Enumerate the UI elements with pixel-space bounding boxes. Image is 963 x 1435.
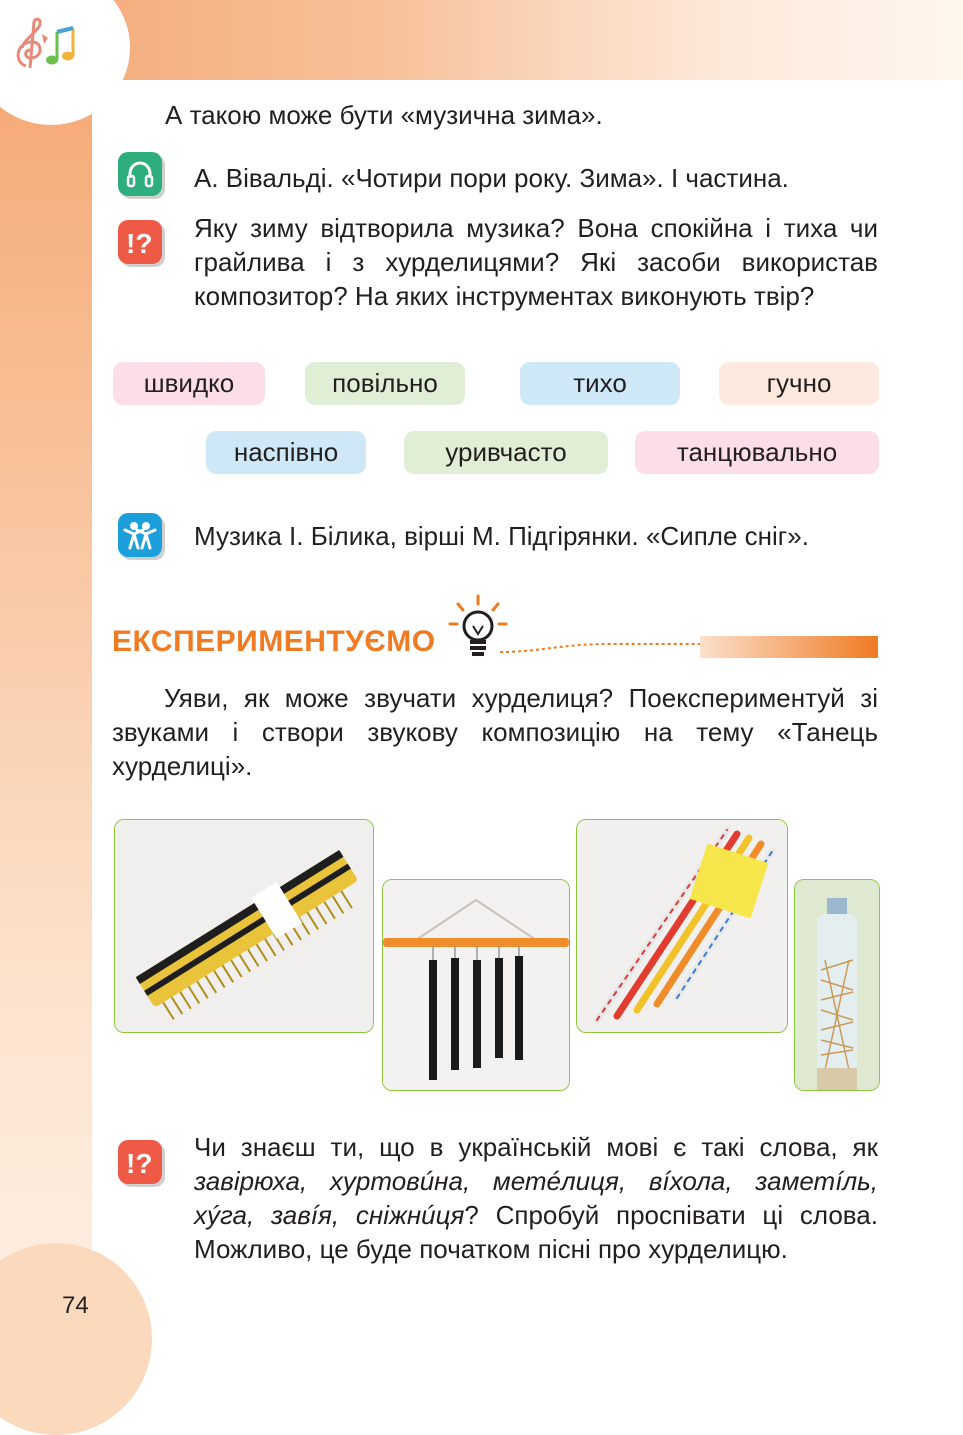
experiment-text: Уяви, як може звучати хурделиця? Поекспериментуй зі звуками і створи звукову композицію на тему «Танець хурделиці». — [112, 683, 878, 781]
chip-naspivno: наспівно — [206, 431, 366, 474]
singing-badge — [118, 513, 162, 557]
experiment-title: ЕКСПЕРИМЕНТУЄМО — [112, 625, 436, 658]
question-badge-1 — [118, 220, 162, 264]
top-decorative-band — [0, 0, 963, 80]
chip-huchno: гучно — [719, 362, 879, 405]
question2-text — [194, 1130, 878, 1266]
chip-povilno: повільно — [305, 362, 465, 405]
chip-tykho: тихо — [520, 362, 680, 405]
comb-photo — [114, 819, 374, 1033]
chip-shvydko: швидко — [113, 362, 265, 405]
question1-text: Яку зиму відтворила музика? Вона спокійна і тиха чи грайлива і з хурделицями? Які засоби використав композитор? На яких інструментах виконують твір? — [194, 213, 878, 311]
chip-uryvchasto: уривчасто — [404, 431, 608, 474]
listening-badge — [118, 152, 162, 196]
question2-intro: Чи знаєш ти, що в українській мові є такі слова, як — [194, 1132, 878, 1162]
children-icon — [122, 518, 158, 552]
bottle-toothpicks-photo — [794, 879, 880, 1091]
question-exclamation-icon — [122, 1145, 158, 1179]
question2-words: завірюха, хуртовúна, метéлиця, вíхола, заметíль, хýга, завíя, сніжнúця — [194, 1166, 878, 1230]
experiment-divider — [500, 634, 878, 660]
page-number: 74 — [62, 1292, 89, 1319]
straws-photo — [576, 819, 788, 1033]
intro-text: А такою може бути «музична зима». — [165, 100, 603, 130]
question-badge-2 — [118, 1140, 162, 1184]
headphones-icon — [124, 158, 156, 190]
left-decorative-band — [0, 0, 92, 1394]
wind-chime-photo — [382, 879, 570, 1091]
question-exclamation-icon — [122, 225, 158, 259]
treble-clef-icon — [8, 16, 88, 76]
question2-outro: ? Спробуй проспівати ці слова. Можливо, це буде початком пісні про хурделицю. — [194, 1200, 878, 1264]
svg-text:!?: !? — [126, 228, 153, 259]
listening-text: А. Вівальді. «Чотири пори року. Зима». І частина. — [194, 163, 789, 193]
chip-tantsiuvalno: танцювально — [635, 431, 879, 474]
svg-text:!?: !? — [126, 1148, 153, 1179]
singing-text: Музика І. Білика, вірші М. Підгірянки. «Сипле сніг». — [194, 521, 809, 551]
